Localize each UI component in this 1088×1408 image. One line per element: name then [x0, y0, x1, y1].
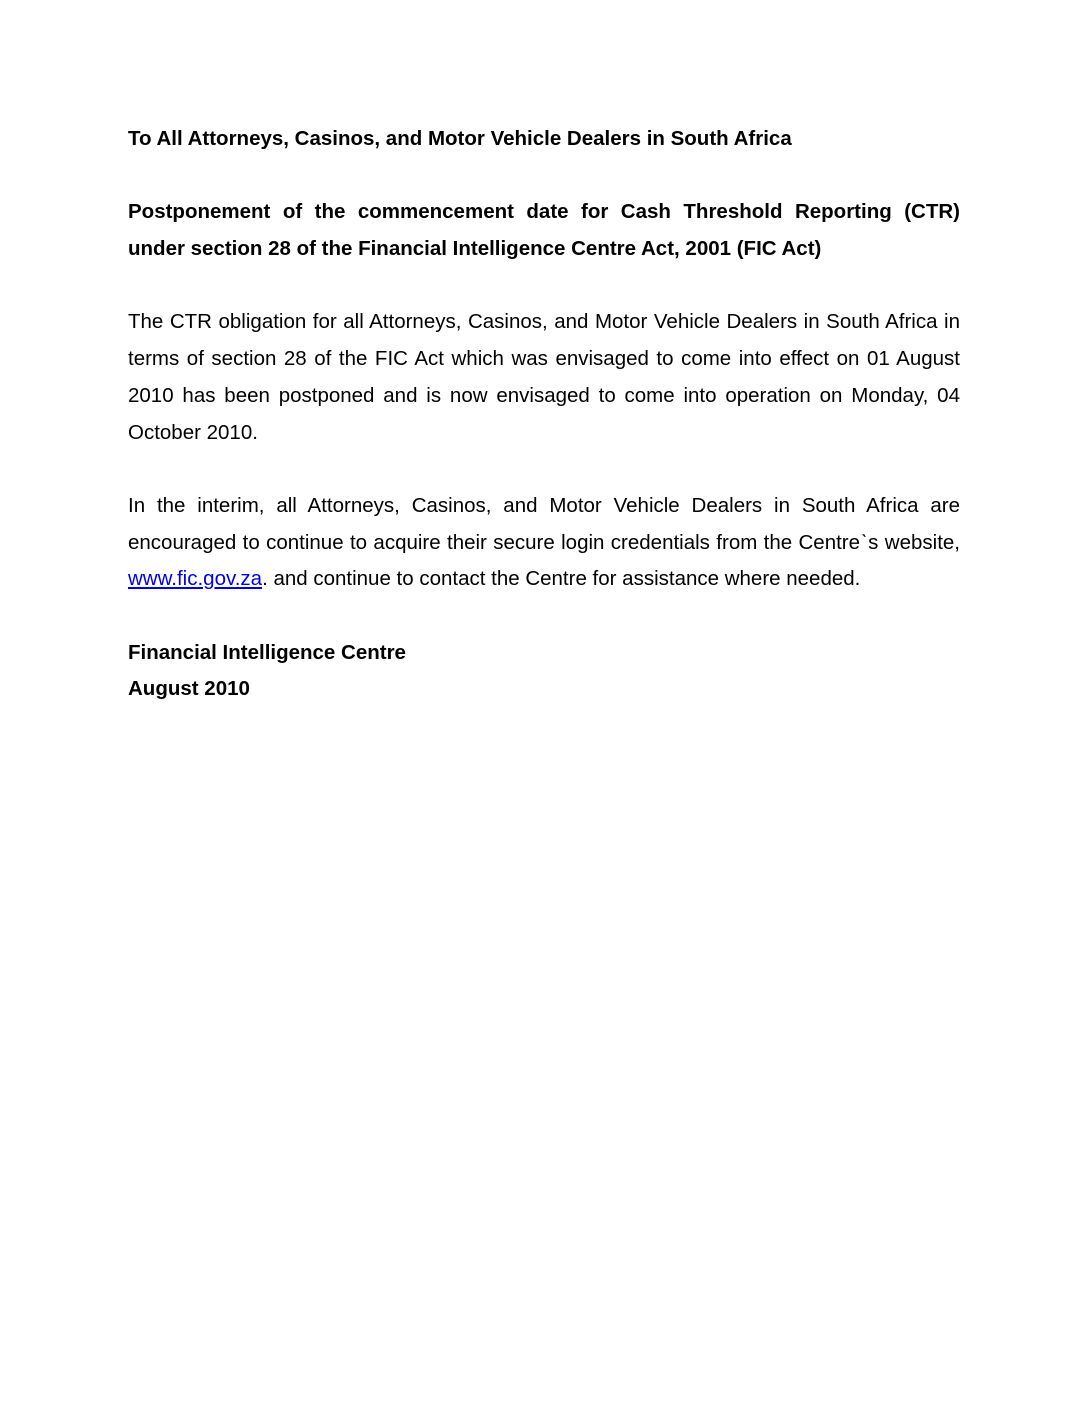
fic-website-link[interactable]: www.fic.gov.za [128, 567, 263, 591]
paragraph-postponement: The CTR obligation for all Attorneys, Casinos, and Motor Vehicle Dealers in South Africa in terms of section 28 of the FIC Act which was envisaged to come into effect on 01 August 2010 has been postponed and is now envisaged to come into operation on Monday, 04 October 2010. [128, 310, 960, 444]
signature-date: August 2010 [128, 677, 250, 701]
paragraph-interim-text-end: . and continue to contact the Centre for assistance where needed. [262, 567, 861, 591]
recipient-heading: To All Attorneys, Casinos, and Motor Vehicle Dealers in South Africa [128, 127, 792, 150]
subject-heading: Postponement of the commencement date for Cash Threshold Reporting (CTR) under section 28 of the Financial Intelligence Centre Act, 2001 (FIC Act) [128, 200, 960, 261]
document-body [128, 121, 960, 708]
signature-organization: Financial Intelligence Centre [128, 640, 406, 664]
signature-block [128, 635, 960, 708]
paragraph-interim [128, 488, 960, 598]
paragraph-interim-text: In the interim, all Attorneys, Casinos, and Motor Vehicle Dealers in South Africa are encouraged to continue to acquire their secure login credentials from the Centreˋs website, [128, 493, 960, 554]
